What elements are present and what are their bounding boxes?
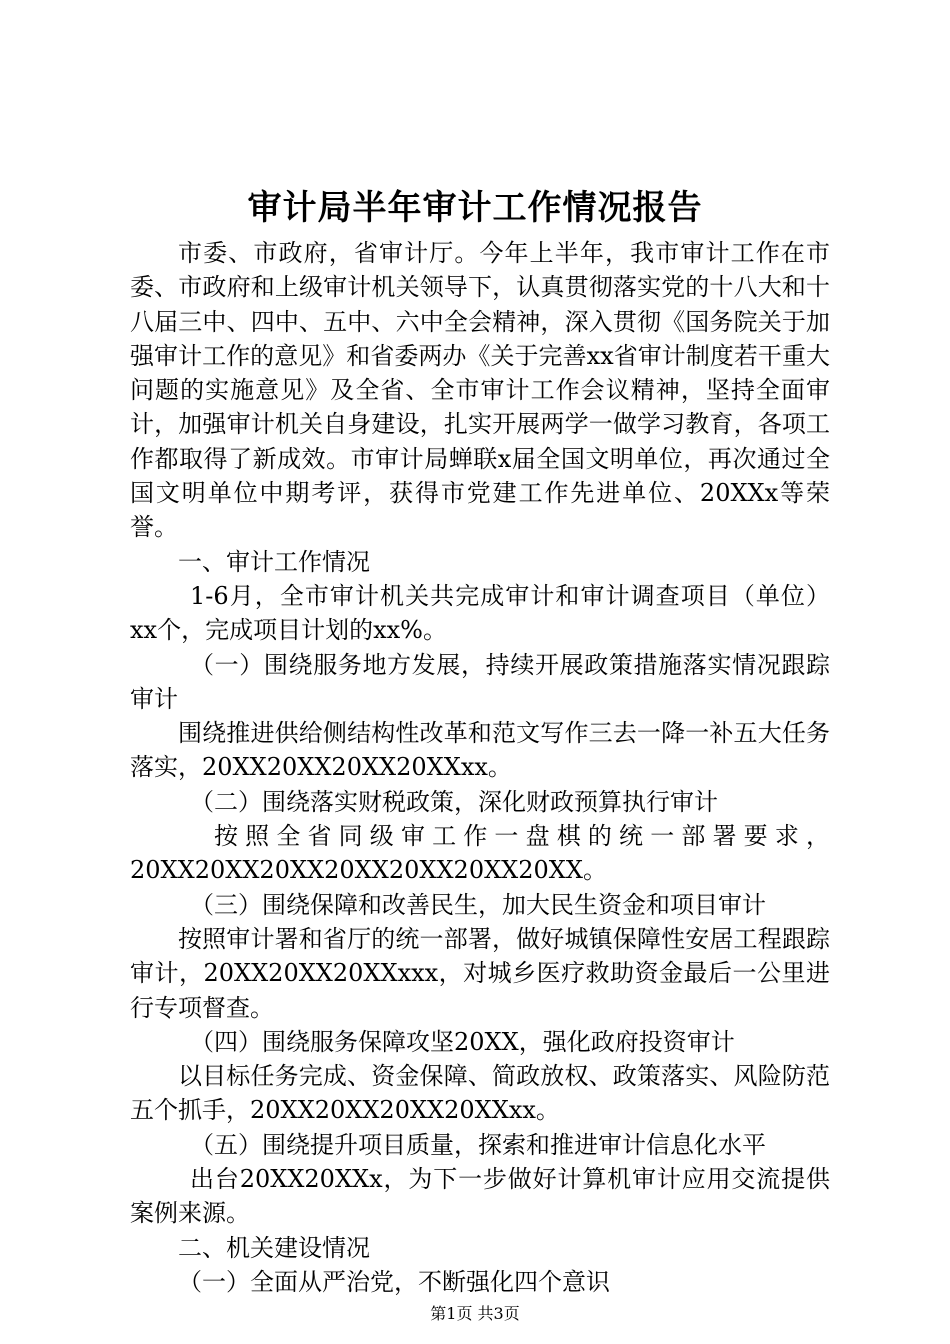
subsection-heading-5: （五）围绕提升项目质量，探索和推进审计信息化水平 (190, 1130, 766, 1159)
document-body (130, 236, 830, 1299)
subsection-heading-2: （二）围绕落实财税政策，深化财政预算执行审计 (190, 787, 718, 816)
paragraph-subsection-5: 出台20XX20XXx，为下一步做好计算机审计应用交流提供案例来源。 (130, 1165, 830, 1228)
subsection-heading-1: （一）围绕服务地方发展，持续开展政策措施落实情况跟踪审计 (130, 650, 830, 713)
paragraph-audit-summary: 1-6月，全市审计机关共完成审计和审计调查项目（单位）xx个，完成项目计划的xx%。 (130, 581, 830, 645)
subsection-heading-3: （三）围绕保障和改善民生，加大民生资金和项目审计 (190, 890, 766, 919)
subsection-heading-organ-1: （一）全面从严治党，不断强化四个意识 (178, 1267, 610, 1296)
section-heading-audit-work: 一、审计工作情况 (178, 547, 370, 576)
paragraph-subsection-4: 以目标任务完成、资金保障、简政放权、政策落实、风险防范五个抓手，20XX20XX20XX20XXxx。 (130, 1062, 830, 1125)
page-footer: 第1页 共3页 (430, 1304, 520, 1323)
document-title: 审计局半年审计工作情况报告 (247, 188, 703, 228)
paragraph-subsection-1: 围绕推进供给侧结构性改革和范文写作三去一降一补五大任务落实，20XX20XX20XX20XXxx。 (130, 719, 830, 782)
paragraph-intro: 市委、市政府，省审计厅。今年上半年，我市审计工作在市委、市政府和上级审计机关领导下，认真贯彻落实党的十八大和十八届三中、四中、五中、六中全会精神，深入贯彻《国务院关于加强审计工作的意见》和省委两办《关于完善xx省审计制度若干重大问题的实施意见》及全省、全市审计工作会议精神，坚持全面审计，加强审计机关自身建设，扎实开展两学一做学习教育，各项工作都取得了新成效。市审计局蝉联x届全国文明单位，再次通过全国文明单位中期考评，获得市党建工作先进单位、20XXx等荣誉。 (130, 239, 830, 542)
paragraph-subsection-2: 按照全省同级审工作一盘棋的统一部署要求，20XX20XX20XX20XX20XX20XX20XX。 (130, 822, 830, 885)
paragraph-subsection-3: 按照审计署和省厅的统一部署，做好城镇保障性安居工程跟踪审计，20XX20XX20XXxxx，对城乡医疗救助资金最后一公里进行专项督查。 (130, 924, 830, 1022)
subsection-heading-4: （四）围绕服务保障攻坚20XX，强化政府投资审计 (190, 1027, 735, 1056)
section-heading-organ-building: 二、机关建设情况 (178, 1233, 370, 1262)
